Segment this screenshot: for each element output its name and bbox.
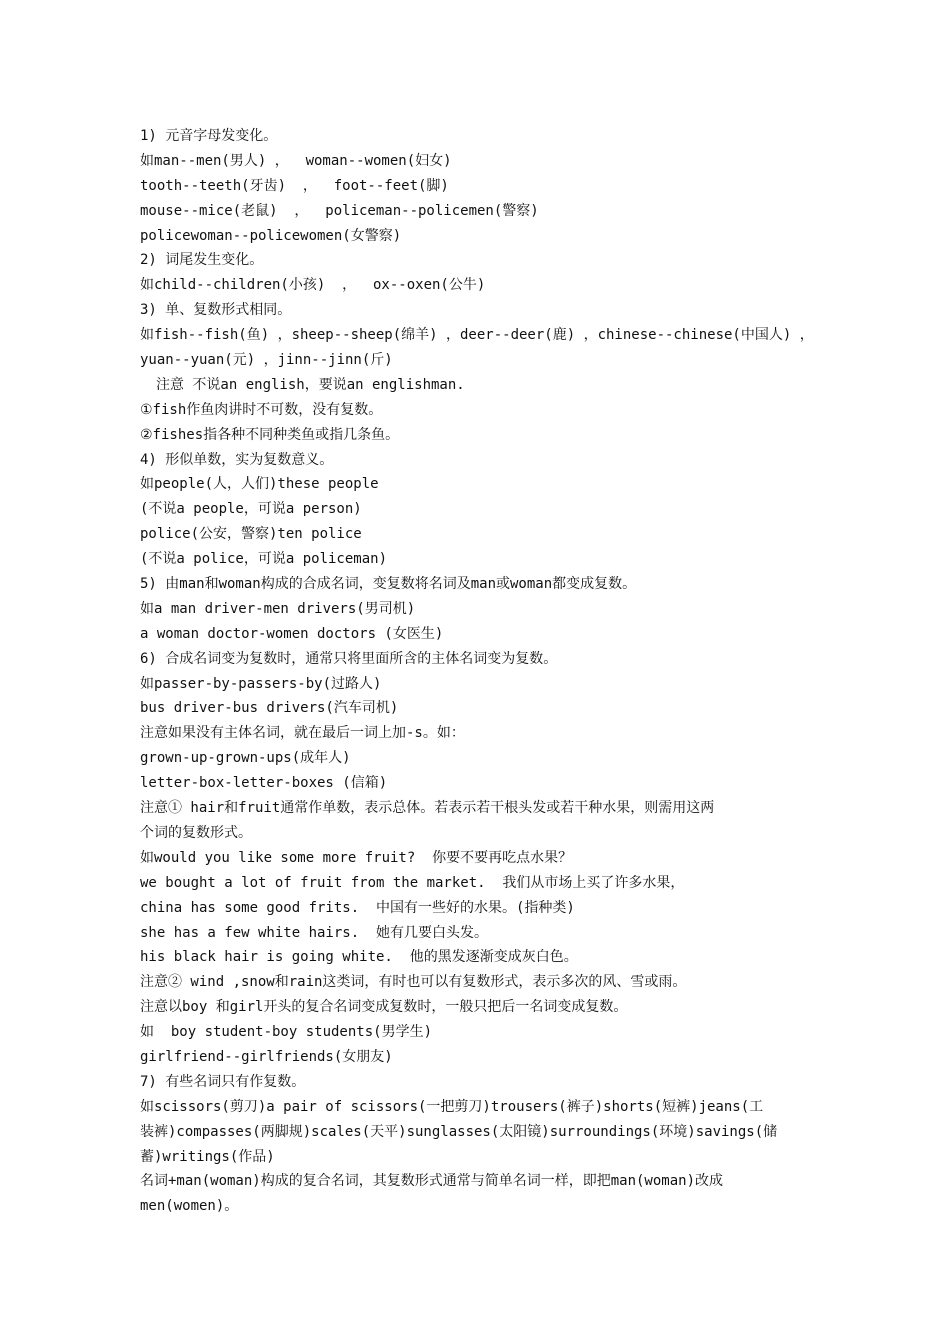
text-line: 如child--children(小孩) ， ox--oxen(公牛) xyxy=(140,277,486,294)
text-line: girlfriend--girlfriends(女朋友) xyxy=(140,1048,393,1065)
text-line: his black hair is going white. 他的黑发逐渐变成灰白色。 xyxy=(140,949,578,966)
text-line: 装裤)compasses(两脚规)scales(天平)sunglasses(太阳镜)surroundings(环境)savings(储 xyxy=(140,1123,778,1140)
text-line: 注意如果没有主体名词，就在最后一词上加-s。如： xyxy=(140,725,465,742)
text-line: 4) 形似单数，实为复数意义。 xyxy=(140,451,334,468)
text-line: 个词的复数形式。 xyxy=(140,824,252,841)
text-line: policewoman--policewomen(女警察) xyxy=(140,227,402,244)
text-line: letter-box-letter-boxes (信箱) xyxy=(140,775,388,792)
text-line: 注意② wind ,snow和rain这类词，有时也可以有复数形式，表示多次的风、雪或雨。 xyxy=(140,974,687,991)
text-line: men(women)。 xyxy=(140,1198,239,1215)
text-line: we bought a lot of fruit from the market. 我们从市场上买了许多水果， xyxy=(140,874,685,891)
text-line: 如scissors(剪刀)a pair of scissors(一把剪刀)trousers(裤子)shorts(短裤)jeans(工 xyxy=(140,1098,764,1115)
document-page xyxy=(140,124,820,1219)
text-line: 2) 词尾发生变化。 xyxy=(140,252,264,269)
text-line: 3) 单、复数形式相同。 xyxy=(140,302,292,319)
text-line: (不说a people，可说a person) xyxy=(140,501,362,518)
text-line: grown-up-grown-ups(成年人) xyxy=(140,750,351,767)
text-line: 如passer-by-passers-by(过路人) xyxy=(140,675,382,692)
text-line: 注意以boy 和girl开头的复合名词变成复数时，一般只把后一名词变成复数。 xyxy=(140,999,628,1016)
text-line: 6) 合成名词变为复数时，通常只将里面所含的主体名词变为复数。 xyxy=(140,650,558,667)
text-line: ②fishes指各种不同种类鱼或指几条鱼。 xyxy=(140,426,400,443)
text-line: she has a few white hairs. 她有几要白头发。 xyxy=(140,924,489,941)
text-line: china has some good frits. 中国有一些好的水果。(指种类) xyxy=(140,899,575,916)
text-line: police(公安，警察)ten police xyxy=(140,526,362,543)
text-line: mouse--mice(老鼠) ， policeman--policemen(警察) xyxy=(140,202,539,219)
text-line: 名词+man(woman)构成的复合名词，其复数形式通常与简单名词一样，即把man(woman)改成 xyxy=(140,1173,724,1190)
text-line: ①fish作鱼肉讲时不可数，没有复数。 xyxy=(140,401,383,418)
text-line: 7) 有些名词只有作复数。 xyxy=(140,1073,306,1090)
text-line: a woman doctor-women doctors (女医生) xyxy=(140,625,444,642)
text-line: 注意 不说an english，要说an englishman. xyxy=(156,376,465,393)
text-line: 如would you like some more fruit? 你要不要再吃点水果？ xyxy=(140,849,573,866)
text-line: yuan--yuan(元) ，jinn--jinn(斤) xyxy=(140,352,393,369)
text-line: 如 boy student-boy students(男学生) xyxy=(140,1024,433,1041)
text-line: (不说a police，可说a policeman) xyxy=(140,551,388,568)
text-line: 如a man driver-men drivers(男司机) xyxy=(140,600,416,617)
text-line: 如people(人，人们)these people xyxy=(140,476,379,493)
text-line: tooth--teeth(牙齿) ， foot--feet(脚) xyxy=(140,177,449,194)
text-line: 如fish--fish(鱼) ，sheep--sheep(绵羊) ，deer--deer(鹿) ，chinese--chinese(中国人) ， xyxy=(140,327,814,344)
text-line: 如man--men(男人) ， woman--women(妇女) xyxy=(140,152,452,169)
text-line: 1) 元音字母发变化。 xyxy=(140,128,278,144)
text-line: 蓄)writings(作品) xyxy=(140,1148,275,1165)
text-line: 注意① hair和fruit通常作单数，表示总体。若表示若干根头发或若干种水果，则需用这两 xyxy=(140,800,715,817)
text-line: 5) 由man和woman构成的合成名词，变复数将名词及man或woman都变成复数。 xyxy=(140,576,637,593)
text-line: bus driver-bus drivers(汽车司机) xyxy=(140,700,399,717)
